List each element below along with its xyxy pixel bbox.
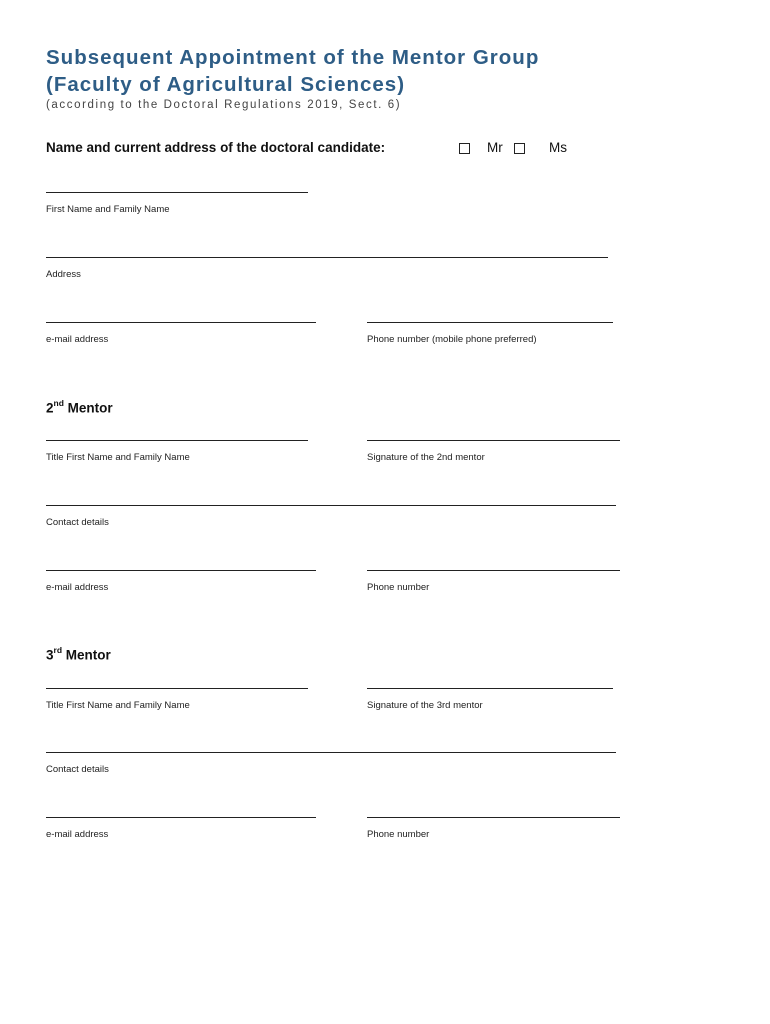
mentor3-phone-field[interactable]: [367, 817, 620, 818]
mentor2-heading-word: Mentor: [67, 400, 113, 416]
mentor3-heading-word: Mentor: [65, 647, 111, 663]
mr-checkbox[interactable]: [459, 143, 470, 154]
mentor3-signature-field[interactable]: [367, 688, 613, 689]
ms-checkbox[interactable]: [514, 143, 525, 154]
mr-label: Mr: [487, 140, 503, 155]
mentor3-phone-label: Phone number: [367, 829, 430, 840]
candidate-address-field[interactable]: [46, 257, 608, 258]
form-title-line-2: (Faculty of Agricultural Sciences): [46, 73, 406, 96]
form-title: [46, 44, 539, 98]
mentor3-name-label: Title First Name and Family Name: [46, 700, 190, 711]
candidate-email-field[interactable]: [46, 322, 316, 323]
mentor3-email-field[interactable]: [46, 817, 316, 818]
mentor3-name-field[interactable]: [46, 688, 308, 689]
candidate-question: Name and current address of the doctoral candidate:: [46, 140, 386, 155]
ms-label: Ms: [549, 140, 567, 155]
candidate-email-label: e-mail address: [46, 334, 109, 345]
mentor3-heading-number: 3: [46, 647, 54, 663]
mentor3-contact-label: Contact details: [46, 764, 109, 775]
mentor2-heading-number: 2: [46, 400, 54, 416]
candidate-phone-field[interactable]: [367, 322, 613, 323]
mentor2-name-label: Title First Name and Family Name: [46, 452, 190, 463]
mentor2-contact-label: Contact details: [46, 517, 109, 528]
mentor2-heading-suffix: nd: [53, 398, 64, 408]
mentor2-heading: [46, 399, 113, 416]
mentor2-email-field[interactable]: [46, 570, 316, 571]
candidate-name-field[interactable]: [46, 192, 308, 193]
mentor2-signature-field[interactable]: [367, 440, 620, 441]
mentor3-heading: [46, 646, 111, 663]
mentor3-email-label: e-mail address: [46, 829, 109, 840]
mentor2-phone-field[interactable]: [367, 570, 620, 571]
mentor2-phone-label: Phone number: [367, 582, 430, 593]
form-title-line-1: Subsequent Appointment of the Mentor Group: [46, 46, 540, 69]
candidate-name-label: First Name and Family Name: [46, 204, 170, 215]
mentor2-signature-label: Signature of the 2nd mentor: [367, 452, 485, 463]
mentor3-heading-suffix: rd: [53, 645, 63, 655]
mentor2-email-label: e-mail address: [46, 582, 109, 593]
candidate-phone-label: Phone number (mobile phone preferred): [367, 334, 537, 345]
mentor3-signature-label: Signature of the 3rd mentor: [367, 700, 483, 711]
form-subtitle: (according to the Doctoral Regulations 2019, Sect. 6): [46, 99, 402, 111]
mentor3-contact-field[interactable]: [46, 752, 616, 753]
candidate-address-label: Address: [46, 269, 81, 280]
mentor2-name-field[interactable]: [46, 440, 308, 441]
mentor2-contact-field[interactable]: [46, 505, 616, 506]
